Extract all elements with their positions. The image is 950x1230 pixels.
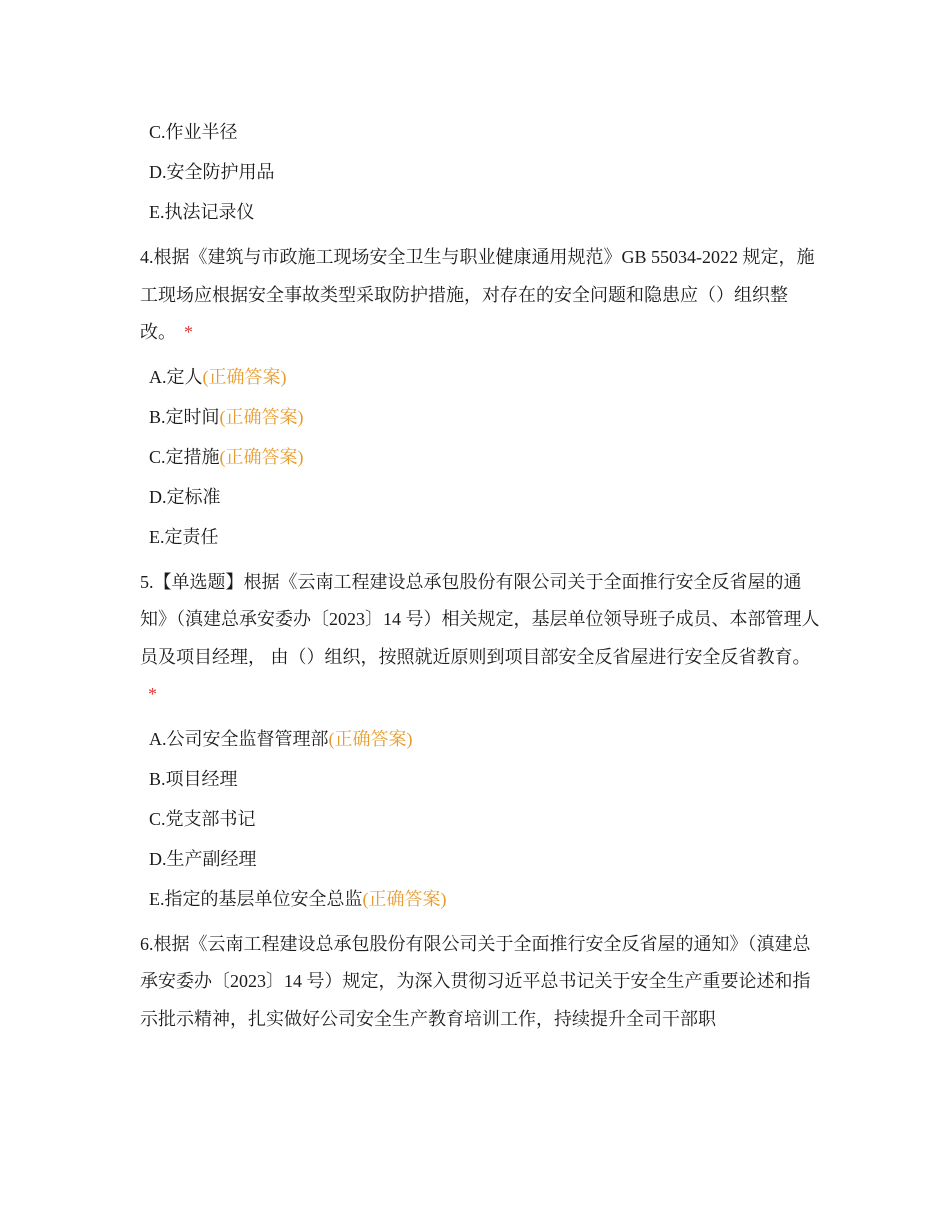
- question-5: [140, 564, 820, 714]
- option-item[interactable]: D.生产副经理: [149, 848, 257, 869]
- option-item[interactable]: B.项目经理: [149, 768, 238, 789]
- correct-answer-tag: (正确答案): [219, 446, 304, 467]
- correct-answer-tag: (正确答案): [219, 406, 304, 427]
- option-item[interactable]: E.指定的基层单位安全总监(正确答案): [149, 888, 447, 909]
- question-text: 4.根据《建筑与市政施工现场安全卫生与职业健康通用规范》GB 55034-2022 规定，施工现场应根据安全事故类型采取防护措施，对存在的安全问题和隐患应（）组织整改。 *: [140, 247, 815, 342]
- question-4: [140, 239, 820, 352]
- question-4-options: [140, 357, 820, 557]
- option-item[interactable]: A.公司安全监督管理部(正确答案): [149, 728, 413, 749]
- question-5-options: [140, 719, 820, 919]
- option-item[interactable]: C.定措施(正确答案): [149, 446, 304, 467]
- option-item[interactable]: D.定标准: [149, 486, 221, 507]
- required-mark: *: [184, 322, 193, 342]
- option-item[interactable]: D.安全防护用品: [149, 162, 275, 182]
- correct-answer-tag: (正确答案): [202, 366, 287, 387]
- option-item[interactable]: A.定人(正确答案): [149, 366, 287, 387]
- question-text: 5.【单选题】根据《云南工程建设总承包股份有限公司关于全面推行安全反省屋的通知》（滇建总承安委办〔2023〕14 号）相关规定，基层单位领导班子成员、本部管理人员及项目经理， 由（）组织，按照就近原则到项目部安全反省屋进行安全反省教育。*: [140, 571, 820, 704]
- correct-answer-tag: (正确答案): [362, 888, 447, 909]
- option-item[interactable]: B.定时间(正确答案): [149, 406, 304, 427]
- survey-page: [140, 112, 820, 1043]
- correct-answer-tag: (正确答案): [328, 728, 413, 749]
- option-item[interactable]: E.定责任: [149, 526, 219, 547]
- option-item[interactable]: C.作业半径: [149, 122, 238, 142]
- question-text: 6.根据《云南工程建设总承包股份有限公司关于全面推行安全反省屋的通知》（滇建总承安委办〔2023〕14 号）规定，为深入贯彻习近平总书记关于安全生产重要论述和指示批示精神，扎实做好公司安全生产教育培训工作，持续提升全司干部职: [140, 933, 811, 1029]
- option-item[interactable]: C.党支部书记: [149, 808, 256, 829]
- required-mark: *: [148, 684, 157, 704]
- question-6: [140, 926, 820, 1039]
- previous-question-options: [140, 112, 820, 232]
- option-item[interactable]: E.执法记录仪: [149, 202, 255, 222]
